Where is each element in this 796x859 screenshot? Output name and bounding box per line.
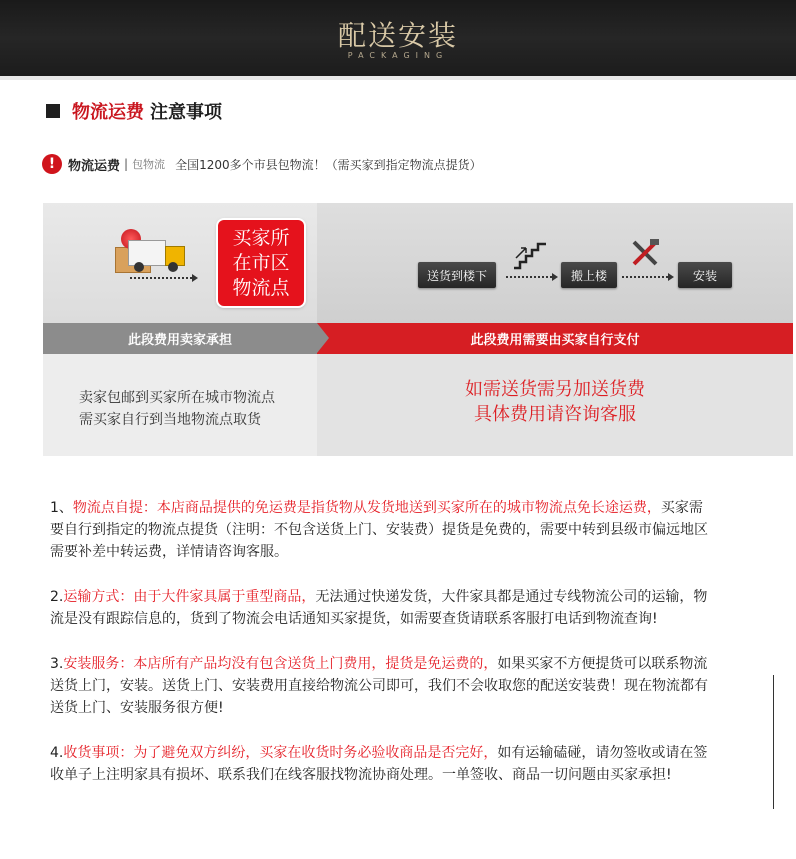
buyer-cost-line: 如需送货需另加送货费 — [465, 379, 645, 400]
info-separator: | — [124, 157, 129, 171]
vertical-rule — [773, 675, 774, 809]
warning-icon: ! — [42, 154, 62, 174]
banner-subtitle: PACKAGING — [347, 51, 449, 60]
section-title-red: 物流运费 — [72, 102, 144, 123]
note-item — [50, 653, 710, 719]
info-label: 物流运费 — [68, 158, 121, 174]
arrow-head-icon — [552, 273, 558, 281]
notes-list — [50, 497, 710, 809]
arrow-head-icon — [668, 273, 674, 281]
arrow-line — [506, 276, 552, 278]
note-text: 无法通过快递发货，大件家具都是通过专线物流公司的运输，物流是没有跟踪信息的，货到了物流会电话通知买家提货，如需要查货请联系客服打电话到物流查询! — [50, 589, 708, 627]
note-number: 2. — [50, 589, 64, 605]
section-title-black: 注意事项 — [150, 102, 222, 123]
step-deliver-downstairs: 送货到楼下 — [418, 262, 496, 288]
step-install: 安装 — [678, 262, 732, 288]
seller-cost-description — [43, 354, 317, 456]
header-banner — [0, 0, 796, 76]
buyer-cost-description — [317, 354, 793, 456]
note-highlight: 运输方式：由于大件家具属于重型商品， — [63, 589, 316, 605]
band-seller-cost: 此段费用卖家承担 — [43, 323, 317, 354]
note-text: 如果买家不方便提货可以联系物流送货上门，安装。送货上门、安装费用直接给物流公司即可，我们不会收取您的配送安装费！现在物流都有送货上门、安装服务很方便! — [50, 656, 708, 716]
section-heading — [46, 98, 222, 124]
stairs-icon — [512, 240, 548, 270]
arrow-line — [622, 276, 668, 278]
destination-line: 买家所 — [232, 227, 290, 249]
note-item — [50, 742, 710, 786]
band-chevron-icon — [317, 323, 329, 353]
divider — [0, 76, 796, 80]
band-buyer-cost: 此段费用需要由买家自行支付 — [317, 323, 793, 354]
note-number: 3. — [50, 656, 64, 672]
note-highlight: 物流点自提：本店商品提供的免运费是指货物从发货地送到买家所在的城市物流点免长途运费， — [72, 500, 661, 516]
seller-cost-line: 卖家包邮到买家所在城市物流点 — [79, 390, 275, 406]
info-sub: 包物流 — [132, 158, 166, 171]
note-highlight: 安装服务：本店所有产品均没有包含送货上门费用，提货是免运费的， — [63, 656, 498, 672]
tools-icon — [630, 238, 660, 268]
note-number: 1、 — [50, 500, 73, 516]
banner-title: 配送安装 — [337, 19, 458, 52]
note-text: 如有运输磕碰，请勿签收或请在签收单子上注明家具有损坏、联系我们在线客服找物流协商处理。一单签收、商品一切问题由买家承担! — [50, 745, 708, 783]
destination-line: 在市区 — [232, 252, 290, 274]
destination-box — [218, 220, 304, 306]
buyer-cost-line: 具体费用请咨询客服 — [474, 404, 636, 425]
note-text: 买家需要自行到指定的物流点提货（注明：不包含送货上门、安装费）提货是免费的，需要中转到县级市偏远地区需要补差中转运费，详情请咨询客服。 — [50, 500, 708, 560]
note-number: 4. — [50, 745, 64, 761]
note-highlight: 收货事项：为了避免双方纠纷，买家在收货时务必验收商品是否完好， — [63, 745, 498, 761]
arrow-line — [130, 277, 192, 279]
destination-line: 物流点 — [232, 277, 290, 299]
note-item — [50, 497, 710, 563]
info-line — [42, 152, 482, 176]
info-text: 全国1200多个市县包物流！（需买家到指定物流点提货） — [175, 157, 482, 172]
square-bullet-icon — [46, 104, 60, 118]
step-carry-upstairs: 搬上楼 — [561, 262, 617, 288]
note-item — [50, 586, 710, 630]
seller-cost-line: 需买家自行到当地物流点取货 — [79, 412, 261, 428]
arrow-head-icon — [192, 274, 198, 282]
